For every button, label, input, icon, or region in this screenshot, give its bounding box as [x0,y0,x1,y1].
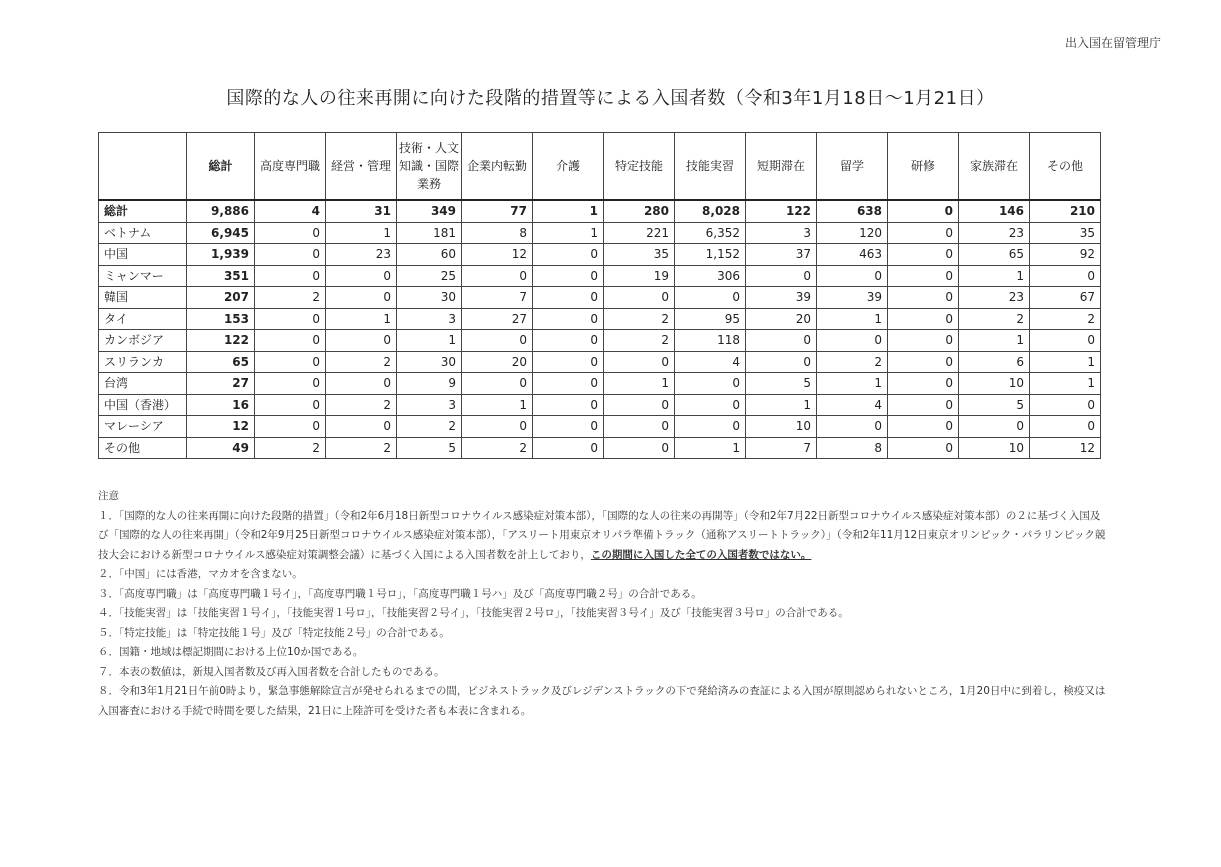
table-cell: 0 [746,265,817,287]
table-cell: 39 [817,287,888,309]
table-cell: 0 [817,265,888,287]
row-label: 韓国 [99,287,187,309]
table-cell: 0 [888,330,959,352]
table-cell: 0 [675,373,746,395]
table-cell: 0 [604,437,675,459]
table-cell: 3 [397,394,462,416]
table-cell: 8,028 [675,200,746,222]
table-cell: 2 [462,437,533,459]
row-total-cell: 6,945 [187,222,255,244]
note-2: ２．「中国」には香港，マカオを含まない。 [98,568,303,580]
row-label: マレーシア [99,416,187,438]
table-cell: 0 [1030,330,1101,352]
table-cell: 2 [959,308,1030,330]
table-cell: 0 [533,394,604,416]
table-cell: 1 [326,222,397,244]
row-label: スリランカ [99,351,187,373]
column-header: 研修 [888,133,959,201]
table-cell: 1 [1030,351,1101,373]
table-cell: 2 [255,287,326,309]
table-cell: 8 [462,222,533,244]
table-row [99,373,1101,395]
table-cell: 0 [604,394,675,416]
row-total-cell: 65 [187,351,255,373]
column-header [99,133,187,201]
table-cell: 2 [397,416,462,438]
table-cell: 0 [255,416,326,438]
table-cell: 0 [255,265,326,287]
note-3: ３．「高度専門職」は「高度専門職１号イ」，「高度専門職１号ロ」，「高度専門職１号ハ」及び「高度専門職２号」の合計である。 [98,587,702,600]
table-cell: 118 [675,330,746,352]
table-cell: 0 [675,287,746,309]
table-cell: 0 [888,373,959,395]
row-total-cell: 27 [187,373,255,395]
table-row [99,416,1101,438]
note-5: ５．「特定技能」は「特定技能１号」及び「特定技能２号」の合計である。 [98,626,450,639]
table-cell: 5 [397,437,462,459]
row-total-cell: 49 [187,437,255,459]
row-total-cell: 153 [187,308,255,330]
table-cell: 23 [959,287,1030,309]
table-cell: 0 [675,394,746,416]
row-total-cell: 9,886 [187,200,255,222]
table-cell: 35 [604,244,675,266]
table-cell: 0 [959,416,1030,438]
table-cell: 0 [817,330,888,352]
table-row [99,265,1101,287]
table-row [99,287,1101,309]
table-cell: 19 [604,265,675,287]
table-cell: 1 [604,373,675,395]
row-total-cell: 16 [187,394,255,416]
row-total-cell: 351 [187,265,255,287]
table-cell: 25 [397,265,462,287]
table-cell: 1 [1030,373,1101,395]
table-cell: 0 [746,351,817,373]
table-cell: 0 [255,308,326,330]
table-cell: 0 [1030,265,1101,287]
note-1-emphasis: この期間に入国した全ての入国者数ではない。 [590,548,812,561]
table-cell: 0 [817,416,888,438]
table-cell: 0 [888,394,959,416]
table-cell: 2 [817,351,888,373]
table-cell: 1 [746,394,817,416]
table-cell: 0 [326,265,397,287]
row-total-cell: 12 [187,416,255,438]
row-total-cell: 207 [187,287,255,309]
table-row [99,330,1101,352]
table-cell: 10 [959,437,1030,459]
table-cell: 2 [326,437,397,459]
table-cell: 12 [462,244,533,266]
column-header: 企業内転勤 [462,133,533,201]
table-cell: 0 [888,265,959,287]
note-4: ４．「技能実習」は「技能実習１号イ」，「技能実習１号ロ」，「技能実習２号イ」，「技能実習２号ロ」，「技能実習３号イ」及び「技能実習３号ロ」の合計である。 [98,607,849,619]
table-cell: 0 [533,287,604,309]
table-cell: 8 [817,437,888,459]
table-cell: 7 [746,437,817,459]
table-cell: 0 [326,287,397,309]
table-cell: 0 [533,437,604,459]
column-header: 介護 [533,133,604,201]
table-cell: 39 [746,287,817,309]
table-cell: 0 [888,222,959,244]
table-cell: 0 [1030,394,1101,416]
table-cell: 30 [397,351,462,373]
table-cell: 280 [604,200,675,222]
table-cell: 1 [326,308,397,330]
table-cell: 0 [888,416,959,438]
table-cell: 9 [397,373,462,395]
table-cell: 0 [255,394,326,416]
table-cell: 0 [462,265,533,287]
column-header: 経営・管理 [326,133,397,201]
table-cell: 77 [462,200,533,222]
table-cell: 1 [397,330,462,352]
table-cell: 1 [533,200,604,222]
table-row [99,437,1101,459]
table-cell: 0 [533,308,604,330]
row-label: ミャンマー [99,265,187,287]
table-cell: 12 [1030,437,1101,459]
table-cell: 0 [533,244,604,266]
table-cell: 1 [675,437,746,459]
table-cell: 120 [817,222,888,244]
table-cell: 0 [462,373,533,395]
row-label: ベトナム [99,222,187,244]
table-row [99,394,1101,416]
table-cell: 0 [533,416,604,438]
table-cell: 7 [462,287,533,309]
entry-statistics-table [98,132,1101,459]
row-label: 総計 [99,200,187,222]
table-cell: 20 [746,308,817,330]
table-cell: 0 [255,330,326,352]
table-cell: 638 [817,200,888,222]
table-cell: 67 [1030,287,1101,309]
table-cell: 0 [888,351,959,373]
table-cell: 0 [888,200,959,222]
column-header: 家族滞在 [959,133,1030,201]
table-cell: 463 [817,244,888,266]
table-cell: 2 [255,437,326,459]
note-6: ６．国籍・地域は標記期間における上位10か国である。 [98,646,364,658]
table-cell: 10 [959,373,1030,395]
table-cell: 65 [959,244,1030,266]
table-cell: 3 [397,308,462,330]
table-cell: 27 [462,308,533,330]
table-cell: 0 [462,416,533,438]
table-cell: 10 [746,416,817,438]
table-body [99,200,1101,459]
table-cell: 0 [255,222,326,244]
table-cell: 221 [604,222,675,244]
table-cell: 1 [533,222,604,244]
agency-name: 出入国在留管理庁 [1064,36,1161,50]
row-total-cell: 122 [187,330,255,352]
note-8: ８．令和3年1月21日午前0時より，緊急事態解除宣言が発せられるまでの間，ビジネストラック及びレジデンストラックの下で発給済みの査証による入国が原則認められないところ，1月20日中に到着し，検疫又は入国審査における手続で時間を要した結果，21日に上陸許可を受けた者も本表に含まれる。 [98,685,1106,717]
table-cell: 0 [326,373,397,395]
table-cell: 0 [746,330,817,352]
table-row [99,222,1101,244]
column-header: 短期滞在 [746,133,817,201]
notes-section [98,487,1108,721]
table-cell: 37 [746,244,817,266]
table-cell: 0 [255,373,326,395]
table-cell: 2 [604,330,675,352]
table-cell: 0 [255,351,326,373]
column-header: 留学 [817,133,888,201]
column-header: 特定技能 [604,133,675,201]
column-header: 技術・人文知識・国際業務 [397,133,462,201]
table-cell: 23 [959,222,1030,244]
table-cell: 0 [533,265,604,287]
table-cell: 23 [326,244,397,266]
table-row [99,200,1101,222]
table-cell: 3 [746,222,817,244]
column-header: その他 [1030,133,1101,201]
note-1 [98,507,1108,566]
table-cell: 5 [959,394,1030,416]
table-cell: 306 [675,265,746,287]
table-cell: 181 [397,222,462,244]
table-cell: 0 [326,330,397,352]
table-cell: 122 [746,200,817,222]
table-header-row [99,133,1101,201]
table-cell: 0 [604,351,675,373]
row-label: その他 [99,437,187,459]
table-cell: 349 [397,200,462,222]
table-row [99,351,1101,373]
table-cell: 0 [888,287,959,309]
table-cell: 31 [326,200,397,222]
table-cell: 0 [533,330,604,352]
row-label: カンボジア [99,330,187,352]
table-cell: 4 [675,351,746,373]
table-cell: 6,352 [675,222,746,244]
row-total-cell: 1,939 [187,244,255,266]
table-cell: 0 [888,308,959,330]
table-cell: 0 [255,244,326,266]
table-cell: 20 [462,351,533,373]
table-cell: 0 [888,437,959,459]
table-cell: 0 [533,351,604,373]
table-cell: 210 [1030,200,1101,222]
table-cell: 1 [817,308,888,330]
note-1-text: １．「国際的な人の往来再開に向けた段階的措置」（令和2年6月18日新型コロナウイルス感染症対策本部），「国際的な人の往来の再開等」（令和2年7月22日新型コロナウイルス感染症対策本部）の２に基づく入国及び「国際的な人の往来再開」（令和2年9月25日新型コロナウイルス感染症対策本部），「アスリート用東京オリパラ準備トラック（通称アスリートトラック）」（令和2年11月12日東京オリンピック・パラリンピック競技大会における新型コロナウイルス感染症対策調整会議）に基づく入国による入国者数を計上しており， [98,509,1106,561]
note-7: ７．本表の数値は，新規入国者数及び再入国者数を合計したものである。 [98,665,445,678]
table-cell: 60 [397,244,462,266]
table-cell: 6 [959,351,1030,373]
notes-heading: 注意 [98,490,119,502]
table-cell: 0 [462,330,533,352]
table-cell: 1 [817,373,888,395]
table-cell: 95 [675,308,746,330]
table-cell: 0 [1030,416,1101,438]
table-cell: 4 [255,200,326,222]
column-header: 総計 [187,133,255,201]
table-cell: 1 [959,265,1030,287]
row-label: 中国 [99,244,187,266]
table-cell: 2 [604,308,675,330]
column-header: 技能実習 [675,133,746,201]
table-row [99,308,1101,330]
table-cell: 146 [959,200,1030,222]
table-cell: 2 [1030,308,1101,330]
table-row [99,244,1101,266]
page-title: 国際的な人の往来再開に向けた段階的措置等による入国者数（令和3年1月18日～1月21日） [226,88,995,109]
table-cell: 0 [533,373,604,395]
table-cell: 1,152 [675,244,746,266]
table-cell: 2 [326,394,397,416]
column-header: 高度専門職 [255,133,326,201]
table-cell: 1 [959,330,1030,352]
table-cell: 2 [326,351,397,373]
table-cell: 1 [462,394,533,416]
row-label: 中国（香港） [99,394,187,416]
table-cell: 4 [817,394,888,416]
table-cell: 0 [604,416,675,438]
table-cell: 0 [675,416,746,438]
table-cell: 5 [746,373,817,395]
table-cell: 30 [397,287,462,309]
table-cell: 92 [1030,244,1101,266]
table-cell: 35 [1030,222,1101,244]
table-cell: 0 [604,287,675,309]
table-cell: 0 [326,416,397,438]
row-label: タイ [99,308,187,330]
table-cell: 0 [888,244,959,266]
row-label: 台湾 [99,373,187,395]
